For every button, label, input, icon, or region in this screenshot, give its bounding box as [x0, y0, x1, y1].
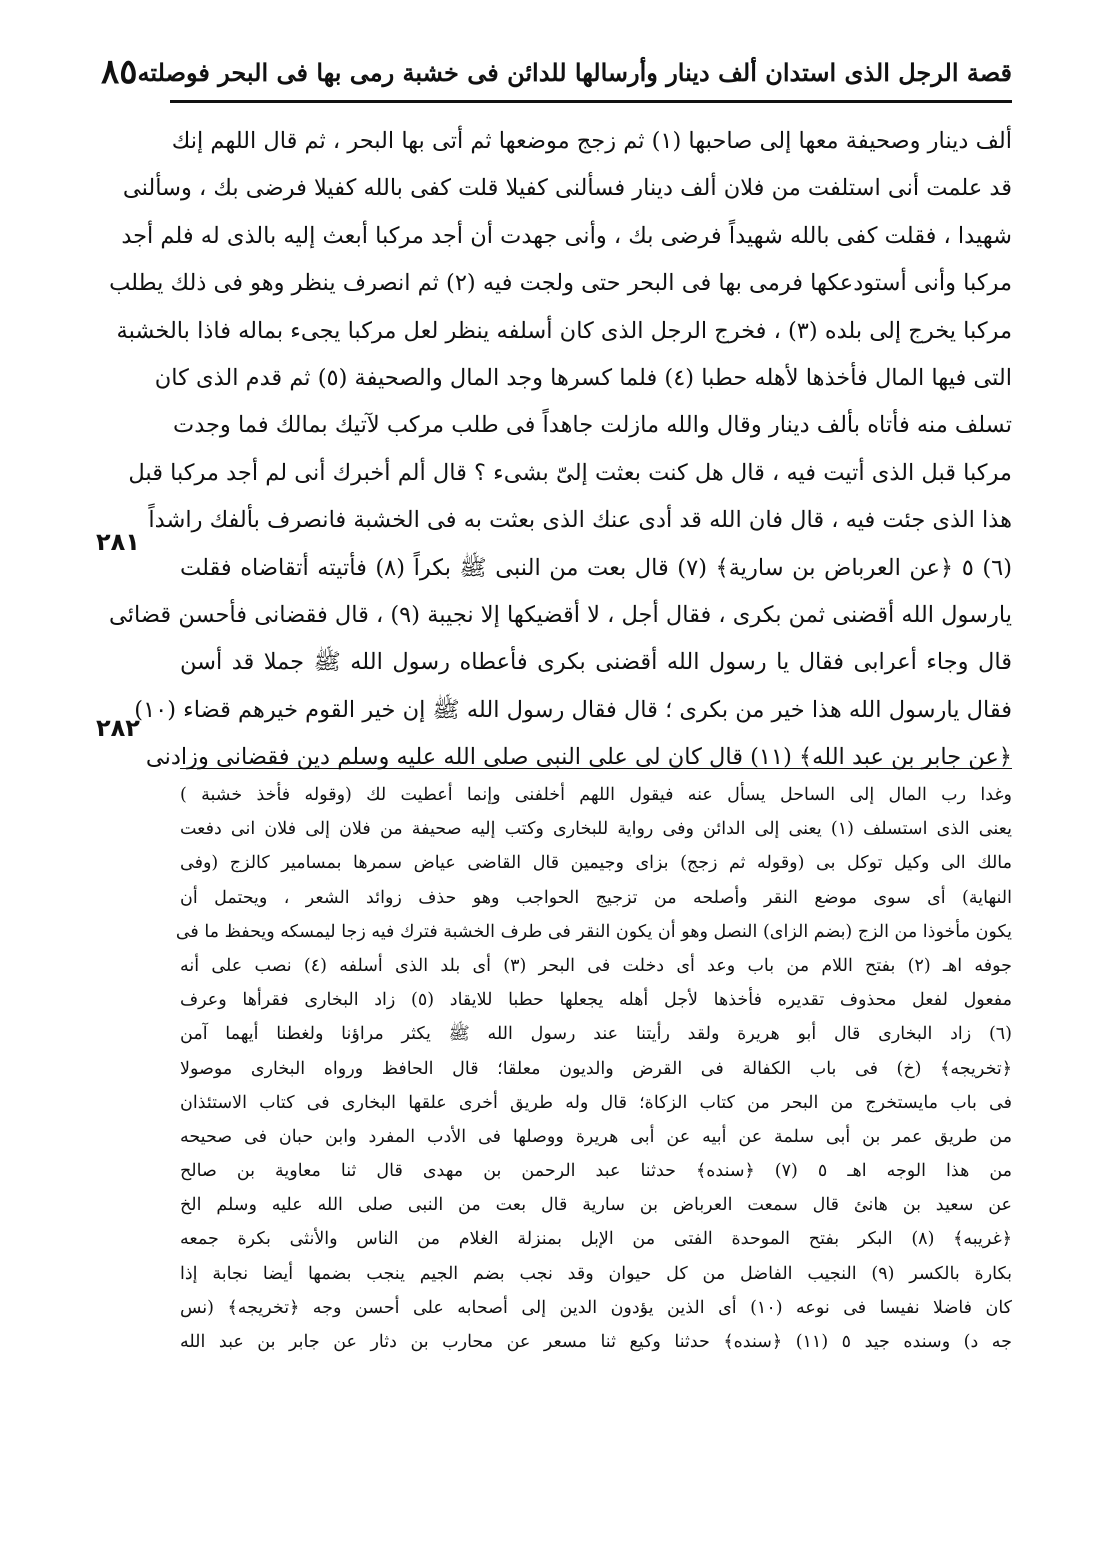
footnote-line: من هذا الوجه اهـ ٥ (٧) ﴿سنده﴾ حدثنا عبد الرحمن بن مهدى قال ثنا معاوية بن صالح — [180, 1161, 1013, 1182]
main-text-line: يارسول الله أقضنى ثمن بكرى ، فقال أجل ، لا أقضيكها إلا نجيبة (٩) ، قال فقضانى فأحسن قضائى — [109, 601, 1012, 628]
hadith-number: ٢٨٢ — [96, 714, 140, 742]
page-number: ٨٥ — [100, 52, 138, 92]
footnote-line: ﴿تخريجه﴾ (خ) فى باب الكفالة فى القرض والديون معلقا؛ قال الحافظ ورواه البخارى موصولا — [180, 1058, 1012, 1079]
main-text-line: ﴿عن جابر بن عبد الله﴾ (١١) قال كان لى على النبى صلى الله عليه وسلم دين فقضانى وزادنى — [145, 744, 1012, 771]
footnote-line: مفعول لفعل محذوف تقديره فأخذها لأجل أهله يجعلها حطبا للايقاد (٥) زاد البخارى فقرأها وعرف — [180, 990, 1012, 1011]
footnote-line: ﴿غريبه﴾ (٨) البكر بفتح الموحدة الفتى من الإبل بمنزلة الغلام من الناس والأنثى بكرة جمعه — [180, 1229, 1012, 1250]
footnote-line: فى باب مايستخرج من البحر من كتاب الزكاة؛ قال وله طريق أخرى علقها البخارى فى كتاب الاستئذان — [180, 1092, 1012, 1113]
main-text-line: تسلف منه فأتاه بألف دينار وقال والله مازلت جاهداً فى طلب مركب لآتيك بمالك فما وجدت — [173, 412, 1012, 439]
main-text-line: قد علمت أنى استلفت من فلان ألف دينار فسألنى كفيلا قلت كفى بالله كفيلا فرضى بك ، وسألنى — [122, 175, 1012, 202]
running-title: قصة الرجل الذى استدان ألف دينار وأرسالها للدائن فى خشبة رمى بها فى البحر فوصلته — [137, 57, 1012, 87]
footnotes — [175, 778, 1013, 1359]
footnote-line: وغدا رب المال إلى الساحل يسأل عنه فيقول اللهم أخلفنى وإنما أعطيت لك (وقوله فأخذ خشبة ) — [180, 785, 1012, 805]
footnote-line: جوفه اهـ (٢) بفتح اللام من باب وعد أى دخلت فى البحر (٣) أى بلد الذى أسلفه (٤) نصب على أنه — [180, 955, 1012, 976]
footnote-line: جه د) وسنده جيد ٥ (١١) ﴿سنده﴾ حدثنا وكيع ثنا مسعر عن محارب بن دثار عن جابر بن عبد الله — [180, 1332, 1012, 1352]
footnote-line: كان فاضلا نفيسا فى نوعه (١٠) أى الذين يؤدون الدين إلى أصحابه على أحسن وجه ﴿تخريجه﴾ (نس — [180, 1297, 1012, 1318]
footnote-line: يكون مأخوذا من الزج (بضم الزاى) النصل وهو أن يكون النقر فى طرف الخشبة فترك فيه زجا ليمسكه ويحفظ ما فى — [175, 921, 1012, 942]
main-text-line: فقال يارسول الله هذا خير من بكرى ؛ قال فقال رسول الله ﷺ إن خير القوم خيرهم قضاء (١٠) — [134, 696, 1012, 723]
main-text-line: مركبا يخرج إلى بلده (٣) ، فخرج الرجل الذى كان أسلفه ينظر لعل مركبا يجىء بماله فاذا بالخشبة — [116, 317, 1012, 344]
footnote-line: النهاية) أى سوى موضع النقر وأصلحه من تزجيج الحواجب وهو حذف زوائد الشعر ، ويحتمل أن — [180, 887, 1012, 908]
main-text-line: (٦) ٥ ﴿عن العرباض بن سارية﴾ (٧) قال بعت من النبى ﷺ بكراً (٨) فأتيته أتقاضاه فقلت — [180, 554, 1012, 581]
main-text-line: ألف دينار وصحيفة معها إلى صاحبها (١) ثم زجج موضعها ثم أتى بها البحر ، ثم قال اللهم إنك — [171, 128, 1012, 154]
footnote-line: يعنى الذى استسلف (١) يعنى إلى الدائن وفى رواية للبخارى وكتب إليه صحيفة من فلان إلى فلان انى دفعت — [180, 819, 1012, 840]
header-rule — [170, 100, 1012, 103]
main-text-line: هذا الذى جئت فيه ، قال فان الله قد أدى عنك الذى بعثت به فى الخشبة فانصرف بألفك راشداً — [148, 507, 1012, 534]
hadith-number: ٢٨١ — [96, 528, 140, 556]
footnote-line: بكارة بالكسر (٩) النجيب الفاضل من كل حيوان وقد نجب بضم الجيم ينجب بضمها أيضا نجابة إذا — [180, 1263, 1013, 1284]
footnote-line: عن سعيد بن هانئ قال سمعت العرباض بن سارية قال بعت من النبى صلى الله عليه وسلم الخ — [180, 1195, 1012, 1216]
page-header — [100, 52, 1012, 92]
footnote-line: من طريق عمر بن أبى سلمة عن أبيه عن أبى هريرة ووصلها فى الأدب المفرد وابن حبان فى صحيحه — [180, 1126, 1012, 1147]
footnote-line: (٦) زاد البخارى قال أبو هريرة ولقد رأيتنا عند رسول الله ﷺ يكثر مراؤنا ولغطنا أيهما آمن — [180, 1024, 1012, 1045]
main-text-line: مركبا وأنى أستودعكها فرمى بها فى البحر حتى ولجت فيه (٢) ثم انصرف ينظر وهو فى ذلك يطلب — [109, 270, 1012, 297]
main-text-line: قال وجاء أعرابى فقال يا رسول الله أقضنى بكرى فأعطاه رسول الله ﷺ جملا قد أسن — [180, 649, 1012, 676]
footnote-line: مالك الى وكيل توكل بى (وقوله ثم زجج) بزاى وجيمين قال القاضى عياض سمرها بمسامير كالزج (وفى — [180, 853, 1012, 874]
main-text-line: التى فيها المال فأخذها لأهله حطبا (٤) فلما كسرها وجد المال والصحيفة (٥) ثم قدم الذى كان — [154, 364, 1012, 391]
footnote-divider — [180, 768, 1012, 769]
main-text-line: مركبا قبل الذى أتيت فيه ، قال هل كنت بعثت إلىّ بشىء ؟ قال ألم أخبرك أنى لم أجد مركبا قبل — [128, 459, 1012, 486]
main-text-line: شهيدا ، فقلت كفى بالله شهيداً فرضى بك ، وأنى جهدت أن أجد مركبا أبعث إليه بالذى له فلم أجد — [121, 222, 1012, 249]
